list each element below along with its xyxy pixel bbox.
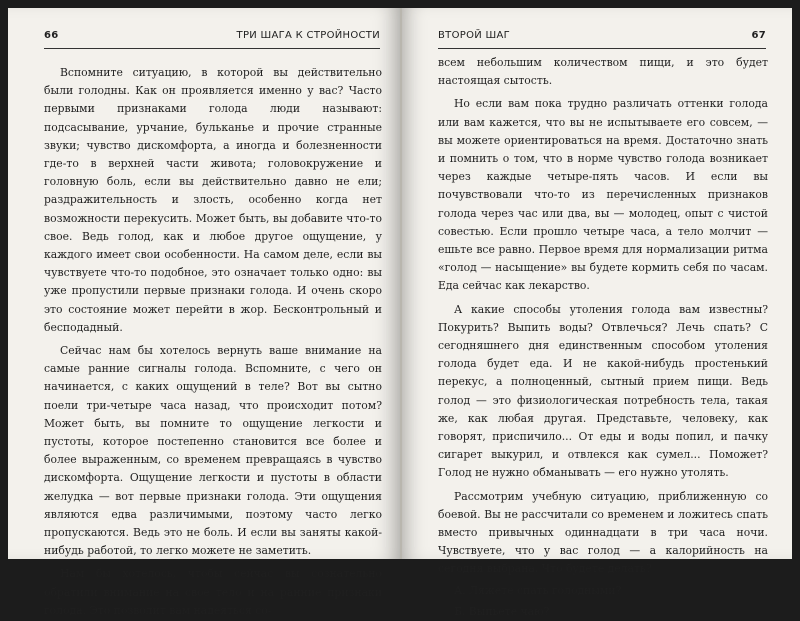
right-page [400,8,792,618]
paragraph: Вспомните ситуацию, в которой вы действительно были голодны. Как он проявляется именно у вас? Часто первыми признаками голода люди называют: подсасывание, урчание, бульканье и прочие странные звуки; чувство дискомфорта, а иногда и болезненности где-то в верхней части живота; головокружение и головную боль, если вы действительно давно не ели; раздражительность и злость, особенно когда нет возможности перекусить. Может быть, вы добавите что-то свое. Ведь голод, как и любое другое ощущение, у каждого имеет свои особенности. На самом деле, если вы чувствуете что-то подобное, это означает только одно: вы уже пропустили первые признаки голода. И очень скоро это состояние может перейти в жор. Бесконтрольный и бесподадный. [44,66,382,334]
paragraph: Рассмотрим учебную ситуацию, приближенную со боевой. Вы не рассчитали со временем и ложитесь спать вместо привычных одиннадцати в три часа ночи. Чувствуете, что у вас голод — а калорийность на сегодня выбрана. Что будете делать? [438,489,768,576]
paragraph: Сейчас нам бы хотелось вернуть ваше внимание на самые ранние сигналы голода. Вспомните, с чего он начинается, с каких ощущений в теле? Вот вы сытно поели три-четыре часа назад, что происходит потом? Может быть, вы помните то ощущение легкости и пустоты, которое постепенно становится все более и более выраженным, со временем превращаясь в чувство дискомфорта. Ощущение легкости и пустоты в области желудка — вот первые признаки голода. Эти ощущения являются едва различимыми, поэтому часто легко пропускаются. Ведь это не боль. И если вы заняты какой-нибудь работой, то легко можете не заметить. [44,344,382,558]
left-page-body [44,64,382,620]
book-spine [400,8,402,559]
running-head-right: ВТОРОЙ ШАГ [438,30,511,41]
paragraph: Но если вам пока трудно различать оттенки голода или вам кажется, что вы не испытываете его совсем, — вы можете ориентироваться на время. Достаточно знать и помнить о том, что в норме чувство голода возникает через каждые четыре-пять часов. И если вы почувствовали что-то из перечисленных признаков голода через час или два, вы — молодец, опыт с чистой совестью. Если прошло четыре часа, а тело молчит — ешьте все равно. Первое время для нормализации ритма «голод — насыщение» вы будете кормить себя по часам. Еда сейчас как лекарство. [438,97,768,293]
header-rule-right [438,48,766,49]
header-rule-left [44,48,380,49]
answer-option: А. Ляжете спать голодными? [454,583,622,597]
left-page [8,8,400,617]
paragraph: Нам бы хотелось, чтобы сейчас вы сознательно обратили внимание на свое тело и на ранние признаки голода. Это позволит вам надеяться со- [44,567,382,617]
page-number-left: 66 [44,30,59,41]
running-head-left: ТРИ ШАГА К СТРОЙНОСТИ [236,30,380,41]
book-spread [8,8,792,618]
paragraph: всем небольшим количеством пищи, и это будет настоящая сытость. [438,56,768,88]
answer-option: Б. Выпьете чаю? [454,604,550,618]
page-number-right: 67 [751,30,766,41]
right-page-body [438,54,768,621]
paragraph: А какие способы утоления голода вам известны? Покурить? Выпить воды? Отвлечься? Лечь спать? С сегодняшнего дня единственным способом утоления голода будет еда. И не какой-нибудь простенький перекус, а полноценный, сытный прием пищи. Ведь голод — это физиологическая потребность тела, такая же, как любая другая. Представьте, человеку, как говорят, приспичило... От еды и воды попил, и пачку сигарет выкурил, и отвлекся как сумел... Поможет? Голод не нужно обманывать — его нужно утолять. [438,302,768,480]
